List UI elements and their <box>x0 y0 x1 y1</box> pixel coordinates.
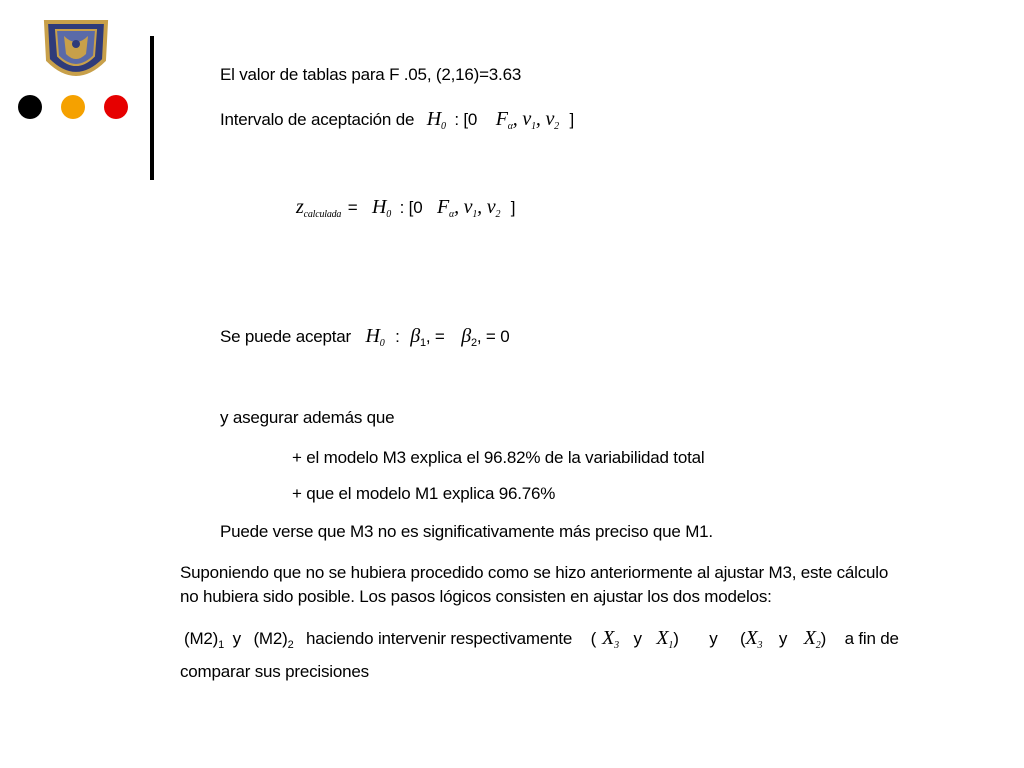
z-colon: : [0 <box>399 198 423 217</box>
interval-prefix: Intervalo de aceptación de <box>220 110 415 129</box>
models-text: haciendo intervenir respectivamente <box>306 629 573 648</box>
models-tail: a fin de <box>844 629 899 648</box>
h0-symbol: $H_0$ <box>426 108 446 132</box>
conclusion-line: Puede verse que M3 no es significativamente más preciso que M1. <box>220 522 713 541</box>
beta1-symbol: β <box>410 325 420 347</box>
paragraph-last-line: comparar sus precisiones <box>180 662 369 681</box>
z-symbol: $z_{calculada}$ <box>296 196 342 220</box>
z-calculada-line <box>296 196 515 226</box>
pair1-x3: $X_3$ <box>602 627 619 651</box>
pair2-close: ) <box>820 629 827 648</box>
accept-h0-symbol: $H_0$ <box>365 325 385 349</box>
pair2-y: y <box>778 629 788 648</box>
beta2-symbol: β <box>461 325 471 347</box>
pair1-y: y <box>633 629 642 648</box>
z-h0-symbol: $H_0$ <box>372 196 392 220</box>
between-y: y <box>709 629 718 648</box>
vertical-divider <box>150 36 154 180</box>
pair2-open: ( <box>740 629 746 648</box>
interval-colon: : [0 <box>454 110 478 129</box>
models-line <box>184 627 899 657</box>
bullet-m3: + el modelo M3 explica el 96.82% de la variabilidad total <box>292 448 705 467</box>
ensure-line: y asegurar además que <box>220 408 395 427</box>
pair1-open: ( <box>590 629 597 648</box>
interval-line <box>220 108 574 138</box>
model-m2-2: $(M2)_2$ <box>253 629 294 651</box>
beta2-subscript: 2 <box>470 337 477 349</box>
accept-eq1: , = <box>425 327 445 346</box>
accept-line <box>220 325 509 355</box>
tables-value-line: El valor de tablas para F .05, (2,16)=3.63 <box>220 65 522 84</box>
black-dot <box>18 95 42 119</box>
interval-close: ] <box>569 110 575 129</box>
red-dot <box>104 95 128 119</box>
pair1-x1: $X_1$ <box>656 627 674 651</box>
pair1-close: ) <box>673 629 679 648</box>
z-f-alpha-symbol: $F_\alpha$, $\nu_1$, $\nu_2$ <box>436 196 501 220</box>
models-y1: y <box>232 629 241 648</box>
accept-eq2: , = 0 <box>476 327 510 346</box>
accept-colon: : <box>395 327 400 346</box>
pair2-x3: $X_3$ <box>745 627 763 651</box>
orange-dot <box>61 95 85 119</box>
paragraph-line-2: no hubiera sido posible. Los pasos lógicos consisten en ajustar los dos modelos: <box>180 587 772 606</box>
university-seal-icon <box>38 14 114 90</box>
bullet-m1: + que el modelo M1 explica 96.76% <box>292 484 556 503</box>
pair2-x2: $X_2$ <box>803 627 821 651</box>
paragraph-line-1: Suponiendo que no se hubiera procedido como se hizo anteriormente al ajustar M3, este cálculo <box>180 563 889 582</box>
z-close: ] <box>510 198 516 217</box>
model-m2-1: $(M2)_1$ <box>184 629 225 651</box>
f-alpha-symbol: $F_\alpha$, $\nu_1$, $\nu_2$ <box>495 108 559 132</box>
beta1-subscript: 1 <box>419 337 426 349</box>
accept-prefix: Se puede aceptar <box>220 327 352 346</box>
z-equals: = <box>347 198 358 217</box>
